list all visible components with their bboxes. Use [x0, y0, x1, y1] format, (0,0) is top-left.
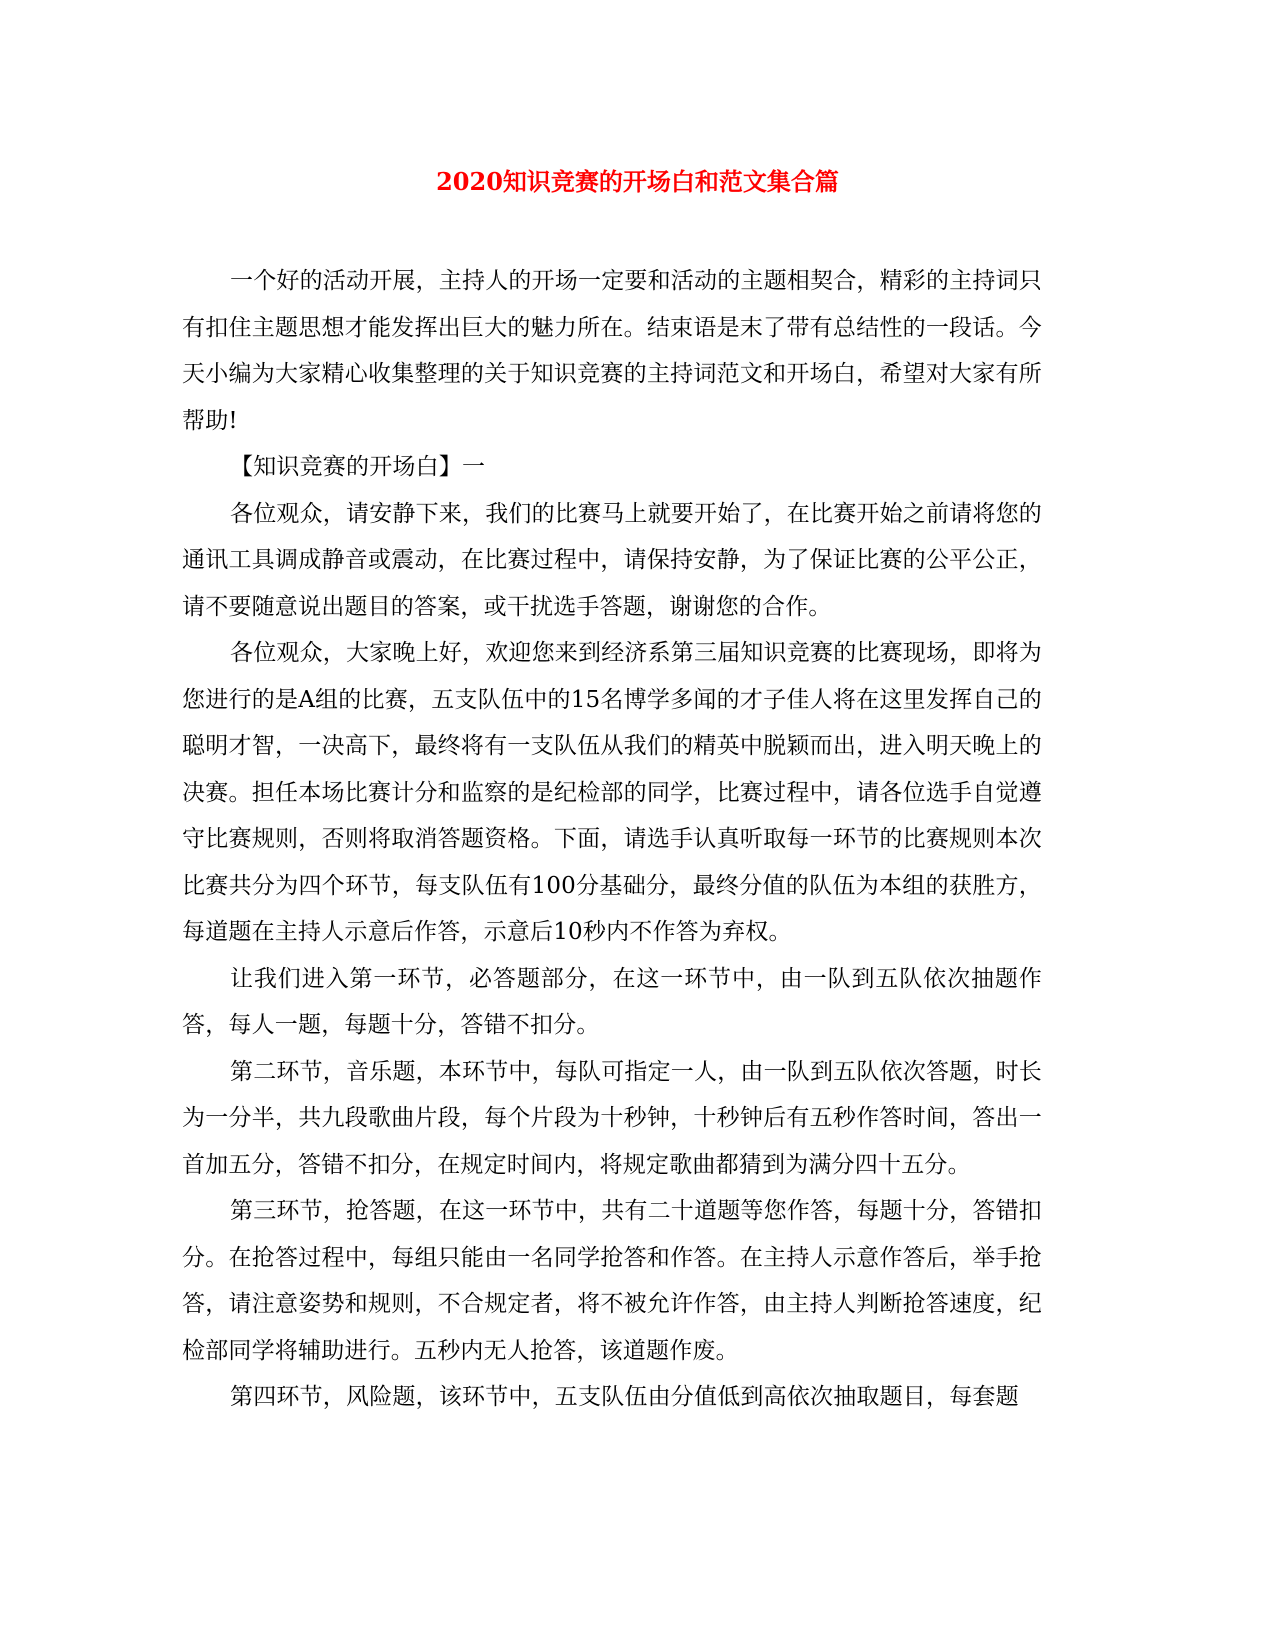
- paragraph-quiet-notice: 各位观众，请安静下来，我们的比赛马上就要开始了，在比赛开始之前请将您的通讯工具调成静音或震动，在比赛过程中，请保持安静，为了保证比赛的公平公正，请不要随意说出题目的答案，或干扰选手答题，谢谢您的合作。: [182, 500, 1042, 620]
- paragraph-welcome: 各位观众，大家晚上好，欢迎您来到经济系第三届知识竞赛的比赛现场，即将为您进行的是A组的比赛，五支队伍中的15名博学多闻的才子佳人将在这里发挥自己的聪明才智，一决高下，最终将有一支队伍从我们的精英中脱颖而出，进入明天晚上的决赛。担任本场比赛计分和监察的是纪检部的同学，比赛过程中，请各位选手自觉遵守比赛规则，否则将取消答题资格。下面，请选手认真听取每一环节的比赛规则本次比赛共分为四个环节，每支队伍有100分基础分，最终分值的队伍为本组的获胜方，每道题在主持人示意后作答，示意后10秒内不作答为弃权。: [182, 640, 1042, 945]
- document-title: 2020知识竞赛的开场白和范文集合篇: [436, 167, 839, 196]
- paragraph-intro: 一个好的活动开展，主持人的开场一定要和活动的主题相契合，精彩的主持词只有扣住主题思想才能发挥出巨大的魅力所在。结束语是末了带有总结性的一段话。今天小编为大家精心收集整理的关于知识竞赛的主持词范文和开场白，希望对大家有所帮助!: [182, 268, 1042, 434]
- paragraph-round-3: 第三环节，抢答题，在这一环节中，共有二十道题等您作答，每题十分，答错扣分。在抢答过程中，每组只能由一名同学抢答和作答。在主持人示意作答后，举手抢答，请注意姿势和规则，不合规定者，将不被允许作答，由主持人判断抢答速度，纪检部同学将辅助进行。五秒内无人抢答，该道题作废。: [182, 1198, 1042, 1364]
- paragraph-round-2: 第二环节，音乐题，本环节中，每队可指定一人，由一队到五队依次答题，时长为一分半，共九段歌曲片段，每个片段为十秒钟，十秒钟后有五秒作答时间，答出一首加五分，答错不扣分，在规定时间内，将规定歌曲都猜到为满分四十五分。: [182, 1058, 1042, 1178]
- paragraph-round-1: 让我们进入第一环节，必答题部分，在这一环节中，由一队到五队依次抽题作答，每人一题，每题十分，答错不扣分。: [182, 965, 1042, 1038]
- section-heading-opening-1: 【知识竞赛的开场白】一: [230, 454, 486, 480]
- document-body: [182, 258, 1042, 1421]
- paragraph-round-4: 第四环节，风险题，该环节中，五支队伍由分值低到高依次抽取题目，每套题: [230, 1384, 1019, 1410]
